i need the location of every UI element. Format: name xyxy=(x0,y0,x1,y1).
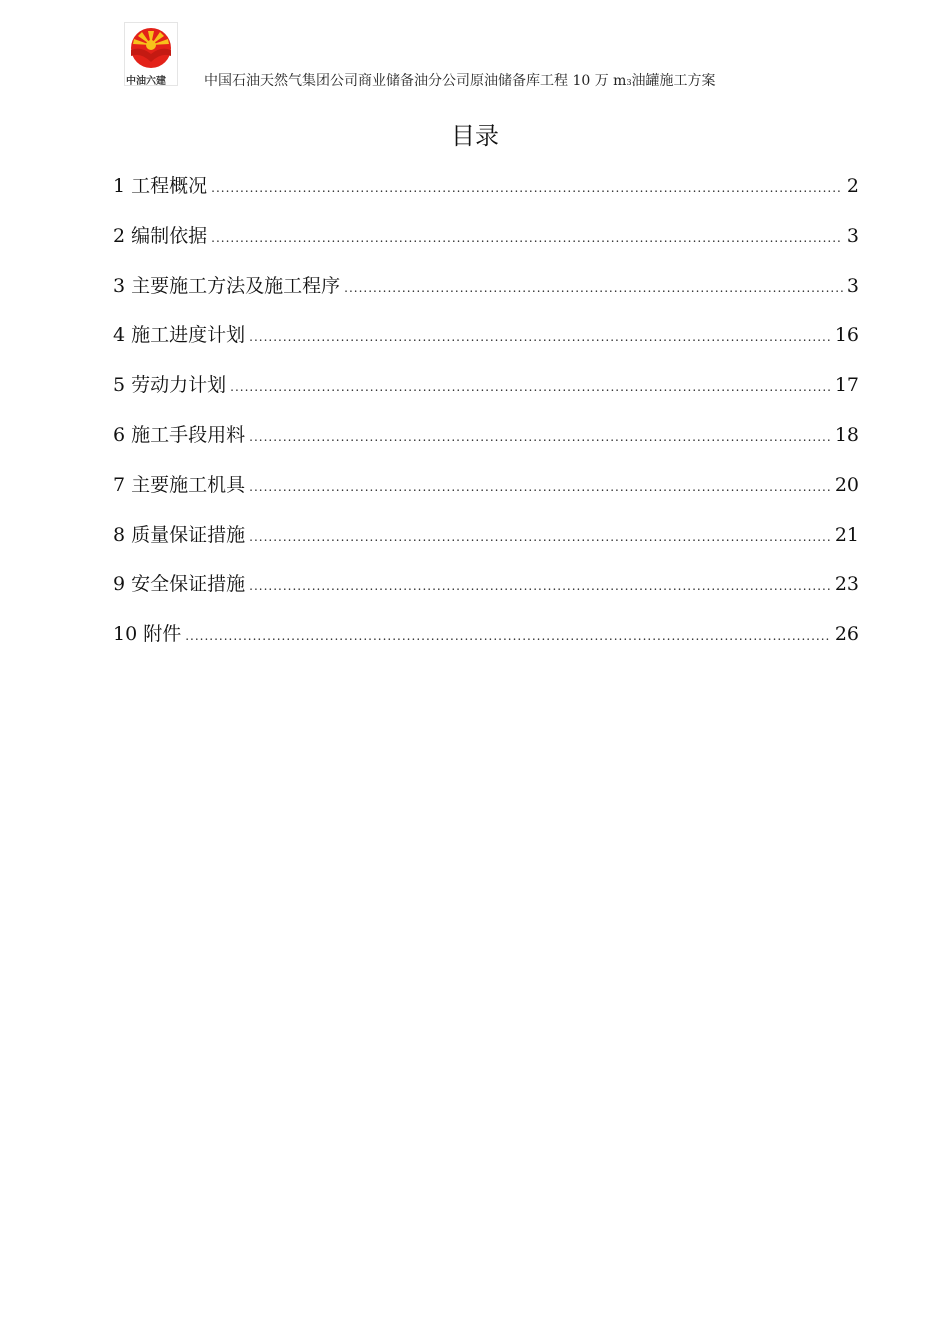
toc-entry-label: 5 劳动力计划 xyxy=(113,374,227,397)
toc-entry[interactable] xyxy=(113,519,859,569)
toc-entry-label: 10 附件 xyxy=(113,623,182,646)
document-header-title: 中国石油天然气集团公司商业储备油分公司原油储备库工程 10 万 m3油罐施工方案 xyxy=(204,73,716,89)
toc-dot-leader xyxy=(230,371,831,403)
page-header xyxy=(124,22,824,92)
toc-entry-page: 2 xyxy=(846,175,859,197)
toc-entry-page: 16 xyxy=(834,324,859,347)
toc-entry-label: 9 安全保证措施 xyxy=(113,573,246,596)
toc-entry-label: 2 编制依据 xyxy=(113,224,208,247)
toc-entry[interactable] xyxy=(113,170,859,220)
toc-dot-leader xyxy=(211,172,843,204)
toc-entry-page: 26 xyxy=(834,623,859,646)
toc-title: 目录 xyxy=(451,122,499,150)
toc-dot-leader xyxy=(249,570,831,602)
toc-entry-label: 8 质量保证措施 xyxy=(113,523,246,546)
toc-entry[interactable] xyxy=(113,568,859,618)
toc-entry-label: 1 工程概况 xyxy=(113,175,208,197)
toc-entry-label: 3 主要施工方法及施工程序 xyxy=(113,274,341,297)
toc-entry-label: 4 施工进度计划 xyxy=(113,324,246,347)
toc-entry-page: 3 xyxy=(846,274,859,297)
toc-entry-page: 21 xyxy=(834,523,859,546)
toc-dot-leader xyxy=(249,321,831,353)
toc-entry[interactable] xyxy=(113,469,859,519)
toc-entry-page: 18 xyxy=(834,423,859,446)
toc-entry[interactable] xyxy=(113,319,859,369)
toc-entry[interactable] xyxy=(113,369,859,419)
toc-entry-label: 7 主要施工机具 xyxy=(113,473,246,496)
table-of-contents xyxy=(113,170,859,668)
toc-dot-leader xyxy=(211,222,843,254)
toc-dot-leader xyxy=(249,421,831,453)
toc-entry-page: 20 xyxy=(834,473,859,496)
toc-entry[interactable] xyxy=(113,419,859,469)
toc-entry-label: 6 施工手段用料 xyxy=(113,423,246,446)
toc-entry-page: 17 xyxy=(834,374,859,397)
toc-dot-leader xyxy=(185,620,831,652)
toc-dot-leader xyxy=(344,272,843,304)
toc-entry[interactable] xyxy=(113,618,859,668)
toc-entry-page: 23 xyxy=(834,573,859,596)
toc-entry-page: 3 xyxy=(846,224,859,247)
toc-dot-leader xyxy=(249,521,831,553)
logo-text: 中油六建 xyxy=(126,76,166,87)
toc-entry[interactable] xyxy=(113,270,859,320)
toc-entry[interactable] xyxy=(113,220,859,270)
toc-dot-leader xyxy=(249,471,831,503)
